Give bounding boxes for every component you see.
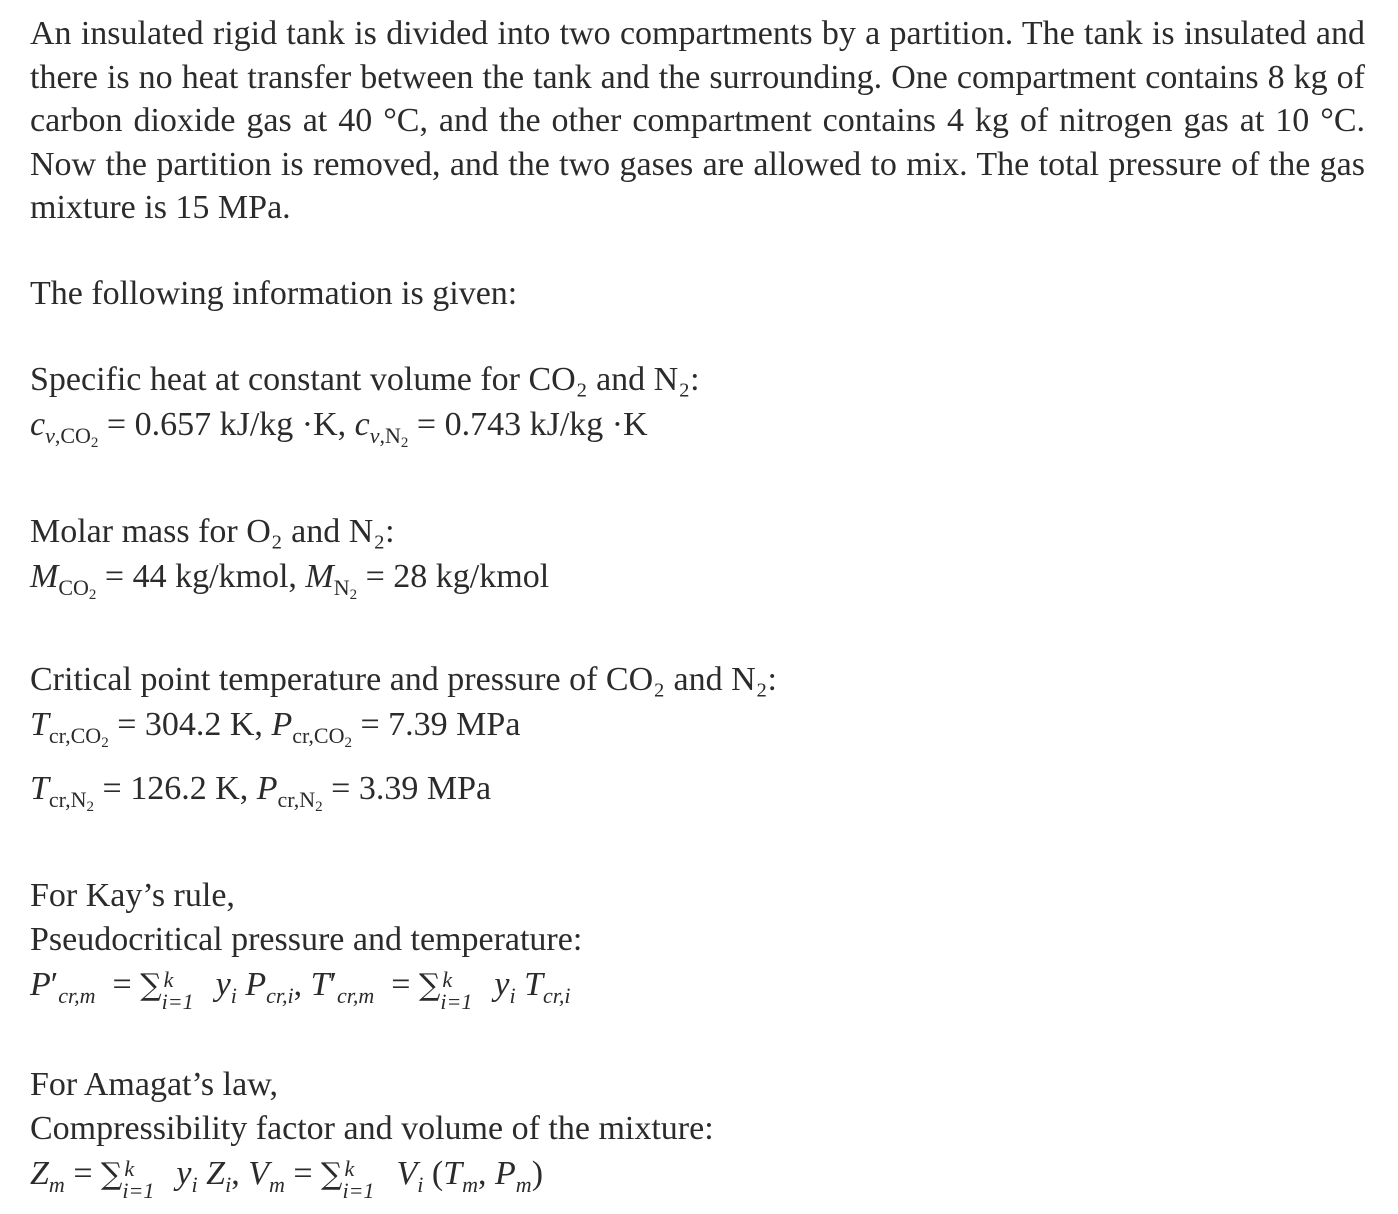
pcr-co2-value: = 7.39 MPa [360,705,521,743]
specific-heat-equation [30,402,1365,466]
pcr-co2-symbol: $P_{cr,CO2}$ [271,705,352,751]
pcr-n2-value: = 3.39 MPa [331,769,492,807]
critical-n2-equation [30,766,1365,830]
problem-page [30,12,1365,1208]
amagat-law-formula: $Z_m$ = ∑ k i=1 $y_i$ $Z_i$, $V_m$ = ∑ k i=1 $V_i$ ($T_m$, $P_m$) [30,1154,544,1203]
m-n2-value: = 28 kg/kmol [365,557,550,595]
kay-rule-formula: $P'_{cr,m}$ = ∑ k i=1 $y_i$ $P_{cr,i}$, $T'_{cr,m}$ = ∑ k i=1 $y_i$ $T_{cr,i}$ [30,965,571,1014]
kay-rule-heading: For Kay’s rule, [30,876,235,914]
problem-statement: An insulated rigid tank is divided into two compartments by a partition. The tank is insulated and there is no heat transfer between the tank and the surrounding. One compartment contains 8 kg of carbon dioxide gas at 40 °C, and the other compartment contains 4 kg of nitrogen gas at 10 °C. Now the partition is removed, and the two gases are allowed to mix. The total pressure of the gas mixture is 15 MPa. [30,15,1365,226]
critical-co2-equation [30,702,1365,766]
pseudocritical-heading: Pseudocritical pressure and temperature: [30,920,583,958]
m-co2-symbol: $M_{CO2}$ [30,557,97,603]
tcr-n2-symbol: $T_{cr,N2}$ [30,769,95,815]
m-n2-symbol: $M_{N2}$ [305,557,358,603]
tcr-n2-value: = 126.2 K, [102,769,249,807]
cv-co2-symbol: $c_{v,CO2}$ [30,405,99,451]
specific-heat-heading: Specific heat at constant volume for CO₂ and N₂: [30,360,700,398]
amagat-law-heading: For Amagat’s law, [30,1065,279,1103]
given-heading: The following information is given: [30,274,518,312]
cv-n2-value: = 0.743 kJ/kg ·K [416,405,648,443]
tcr-co2-symbol: $T_{cr,CO2}$ [30,705,109,751]
tcr-co2-value: = 304.2 K, [117,705,263,743]
cv-co2-value: = 0.657 kJ/kg ·K, [106,405,347,443]
cv-n2-symbol: $c_{v,N2}$ [354,405,409,451]
m-co2-value: = 44 kg/kmol, [104,557,297,595]
critical-heading: Critical point temperature and pressure of CO₂ and N₂: [30,660,777,698]
pcr-n2-symbol: $P_{cr,N2}$ [256,769,323,815]
molar-mass-equation [30,554,1365,618]
molar-mass-heading: Molar mass for O₂ and N₂: [30,512,395,550]
compressibility-heading: Compressibility factor and volume of the mixture: [30,1109,714,1147]
